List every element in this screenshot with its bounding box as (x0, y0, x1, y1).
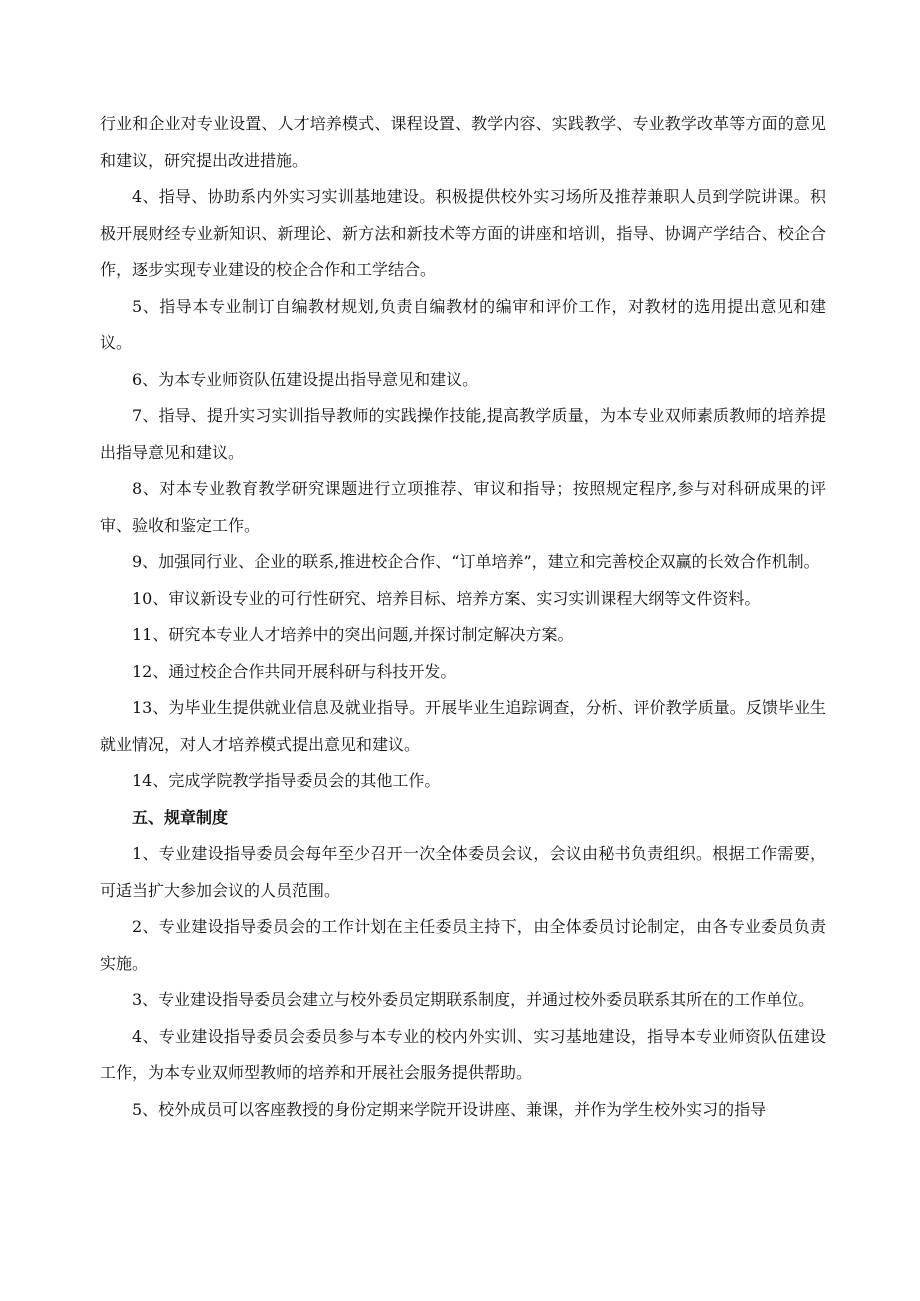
duty-item-8: 8、对本专业教育教学研究课题进行立项推荐、审议和指导；按照规定程序,参与对科研成果的评审、验收和鉴定工作。 (100, 479, 826, 535)
paragraph-continuation: 行业和企业对专业设置、人才培养模式、课程设置、教学内容、实践教学、专业教学改革等方面的意见和建议，研究提出改进措施。 (100, 114, 826, 170)
duty-item-5: 5、指导本专业制订自编教材规划,负责自编教材的编审和评价工作，对教材的选用提出意见和建议。 (100, 296, 826, 352)
rule-item-5: 5、校外成员可以客座教授的身份定期来学院开设讲座、兼课，并作为学生校外实习的指导 (132, 1099, 767, 1119)
duty-item-9: 9、加强同行业、企业的联系,推进校企合作、“订单培养”，建立和完善校企双赢的长效合作机制。 (132, 552, 820, 571)
rule-item-1: 1、专业建设指导委员会每年至少召开一次全体委员会议，会议由秘书负责组织。根据工作需要，可适当扩大参加会议的人员范围。 (100, 844, 826, 900)
duty-item-6: 6、为本专业师资队伍建设提出指导意见和建议。 (132, 369, 479, 389)
duty-item-14: 14、完成学院教学指导委员会的其他工作。 (132, 771, 441, 790)
document-page (100, 106, 826, 1128)
rule-item-3: 3、专业建设指导委员会建立与校外委员定期联系制度，并通过校外委员联系其所在的工作单位。 (132, 990, 815, 1009)
duty-item-10: 10、审议新设专业的可行性研究、培养目标、培养方案、实习实训课程大纲等文件资料。 (132, 588, 761, 608)
duty-item-13: 13、为毕业生提供就业信息及就业指导。开展毕业生追踪调查，分析、评价教学质量。反馈毕业生就业情况，对人才培养模式提出意见和建议。 (100, 698, 826, 754)
rule-item-4: 4、专业建设指导委员会委员参与本专业的校内外实训、实习基地建设，指导本专业师资队伍建设工作，为本专业双师型教师的培养和开展社会服务提供帮助。 (100, 1026, 826, 1082)
duty-item-11: 11、研究本专业人才培养中的突出问题,并探讨制定解决方案。 (132, 625, 574, 644)
rule-item-2: 2、专业建设指导委员会的工作计划在主任委员主持下，由全体委员讨论制定，由各专业委员负责实施。 (100, 917, 826, 973)
duty-item-12: 12、通过校企合作共同开展科研与科技开发。 (132, 661, 457, 681)
duty-item-4: 4、指导、协助系内外实习实训基地建设。积极提供校外实习场所及推荐兼职人员到学院讲课。积极开展财经专业新知识、新理论、新方法和新技术等方面的讲座和培训，指导、协调产学结合、校企合作，逐步实现专业建设的校企合作和工学结合。 (100, 187, 826, 279)
duty-item-7: 7、指导、提升实习实训指导教师的实践操作技能,提高教学质量，为本专业双师素质教师的培养提出指导意见和建议。 (100, 406, 826, 462)
section-heading-rules: 五、规章制度 (132, 807, 229, 827)
